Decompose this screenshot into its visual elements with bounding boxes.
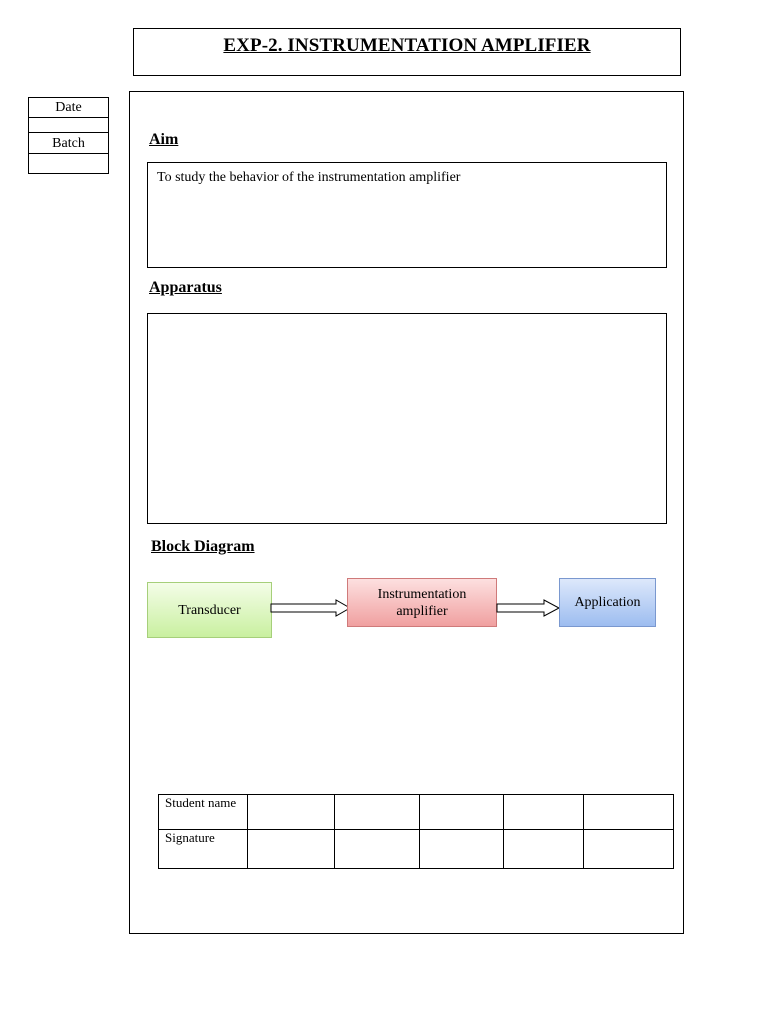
date-value-cell[interactable] <box>29 118 108 133</box>
student-name-cell[interactable] <box>335 795 420 830</box>
transducer-label: Transducer <box>178 602 241 618</box>
aim-text: To study the behavior of the instrumentation amplifier <box>157 170 461 185</box>
arrow-amplifier-to-application <box>496 598 562 618</box>
signature-table <box>158 794 674 869</box>
table-row <box>159 830 674 869</box>
aim-heading: Aim <box>149 131 179 148</box>
arrow-transducer-to-amplifier <box>270 598 352 618</box>
signature-cell[interactable] <box>420 830 504 869</box>
table-row <box>159 795 674 830</box>
apparatus-heading: Apparatus <box>149 279 222 296</box>
signature-label: Signature <box>159 830 248 869</box>
student-name-cell[interactable] <box>420 795 504 830</box>
instrumentation-amplifier-label: Instrumentation amplifier <box>377 586 467 619</box>
student-name-cell[interactable] <box>584 795 674 830</box>
batch-value-cell[interactable] <box>29 154 108 174</box>
application-block <box>559 578 656 627</box>
title-box <box>133 28 681 76</box>
signature-cell[interactable] <box>248 830 335 869</box>
signature-cell[interactable] <box>584 830 674 869</box>
student-name-label: Student name <box>159 795 248 830</box>
apparatus-box[interactable] <box>147 313 667 524</box>
student-name-cell[interactable] <box>504 795 584 830</box>
signature-cell[interactable] <box>335 830 420 869</box>
date-label: Date <box>29 98 108 118</box>
instrumentation-amplifier-block <box>347 578 497 627</box>
application-label: Application <box>574 595 641 610</box>
transducer-block <box>147 582 272 638</box>
date-batch-table <box>28 97 109 174</box>
block-diagram-heading: Block Diagram <box>151 538 255 555</box>
student-name-cell[interactable] <box>248 795 335 830</box>
signature-cell[interactable] <box>504 830 584 869</box>
batch-label: Batch <box>29 133 108 154</box>
page-title: EXP-2. INSTRUMENTATION AMPLIFIER <box>223 35 591 56</box>
aim-box[interactable] <box>147 162 667 268</box>
